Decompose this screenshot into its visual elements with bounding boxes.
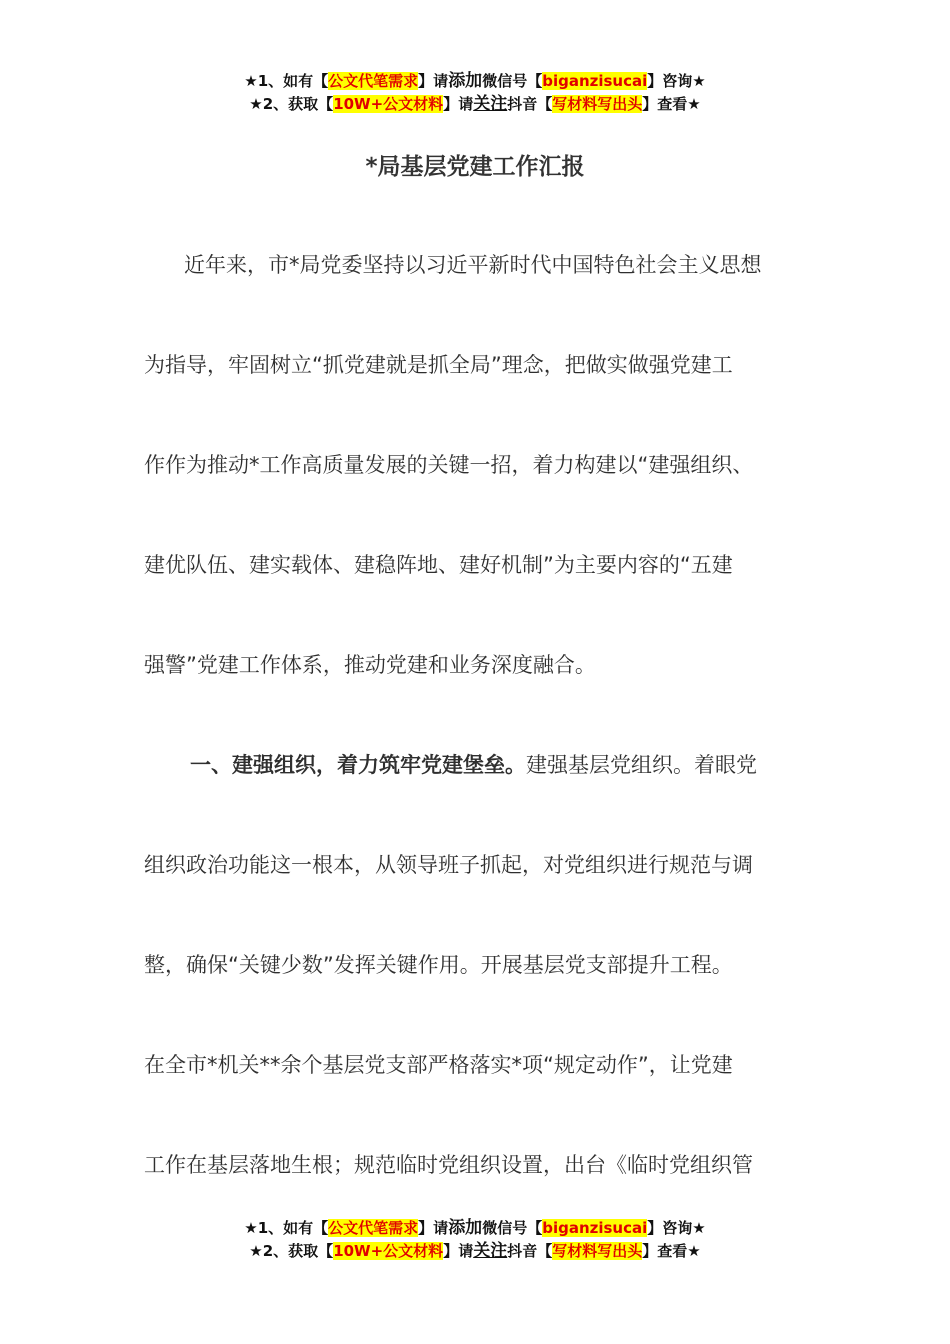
promo-text: ★2、获取【 bbox=[249, 1242, 334, 1260]
promo-highlight: 公文代笔需求 bbox=[328, 1219, 419, 1237]
promo-row-2 bbox=[0, 1240, 950, 1263]
paragraph-line: 为指导，牢固树立“抓党建就是抓全局”理念，把做实做强党建工 bbox=[144, 353, 733, 377]
section-1-first-line bbox=[144, 740, 806, 840]
promo-text: 】请 bbox=[443, 1242, 474, 1260]
promo-text: 】请 bbox=[443, 95, 474, 113]
promo-text: ★1、如有【 bbox=[244, 1219, 329, 1237]
promo-text: ★2、获取【 bbox=[249, 95, 334, 113]
promo-banner-top bbox=[0, 70, 950, 116]
promo-row-1 bbox=[0, 70, 950, 93]
paragraph-line: 整，确保“关键少数”发挥关键作用。开展基层党支部提升工程。 bbox=[144, 953, 733, 977]
promo-text: 】咨询★ bbox=[647, 72, 706, 90]
paragraph-line: 作作为推动*工作高质量发展的关键一招，着力构建以“建强组织、 bbox=[144, 453, 754, 477]
promo-emphasis: 关注 bbox=[473, 1241, 508, 1261]
promo-text: 微信号【 bbox=[482, 1219, 543, 1237]
paragraph-line: 建优队伍、建实载体、建稳阵地、建好机制”为主要内容的“五建 bbox=[144, 553, 733, 577]
paragraph-line: 在全市*机关**余个基层党支部严格落实*项“规定动作”，让党建 bbox=[144, 1053, 733, 1077]
promo-emphasis: 添加 bbox=[448, 1218, 483, 1238]
promo-text: 】查看★ bbox=[642, 1242, 701, 1260]
section-1-text: 建强基层党组织。着眼党 bbox=[526, 753, 757, 777]
promo-text: 】请 bbox=[418, 1219, 449, 1237]
promo-highlight: 10W+公文材料 bbox=[333, 95, 444, 113]
promo-emphasis: 添加 bbox=[448, 71, 483, 91]
promo-row-1 bbox=[0, 1217, 950, 1240]
promo-banner-bottom bbox=[0, 1217, 950, 1263]
document-title: *局基层党建工作汇报 bbox=[365, 154, 585, 180]
promo-text: 】查看★ bbox=[642, 95, 701, 113]
promo-text: 抖音【 bbox=[507, 1242, 553, 1260]
paragraph-line: 组织政治功能这一根本，从领导班子抓起，对党组织进行规范与调 bbox=[144, 853, 753, 877]
promo-text: 】咨询★ bbox=[647, 1219, 706, 1237]
promo-highlight: 公文代笔需求 bbox=[328, 72, 419, 90]
douyin-id-highlight: 写材料写出头 bbox=[552, 1242, 643, 1260]
promo-row-2 bbox=[0, 93, 950, 116]
promo-text: 微信号【 bbox=[482, 72, 543, 90]
promo-text: 】请 bbox=[418, 72, 449, 90]
promo-emphasis: 关注 bbox=[473, 94, 508, 114]
douyin-id-highlight: 写材料写出头 bbox=[552, 95, 643, 113]
section-1-heading: 一、建强组织，着力筑牢党建堡垒。 bbox=[190, 753, 526, 777]
promo-text: ★1、如有【 bbox=[244, 72, 329, 90]
paragraph-line: 强警”党建工作体系，推动党建和业务深度融合。 bbox=[144, 653, 596, 677]
paragraph-line: 工作在基层落地生根；规范临时党组织设置，出台《临时党组织管 bbox=[144, 1153, 753, 1177]
wechat-id-highlight: biganzisucai bbox=[542, 1219, 648, 1237]
wechat-id-highlight: biganzisucai bbox=[542, 72, 648, 90]
document-body bbox=[144, 240, 806, 1240]
paragraph-line: 近年来，市*局党委坚持以习近平新时代中国特色社会主义思想 bbox=[184, 253, 762, 277]
promo-highlight: 10W+公文材料 bbox=[333, 1242, 444, 1260]
promo-text: 抖音【 bbox=[507, 95, 553, 113]
